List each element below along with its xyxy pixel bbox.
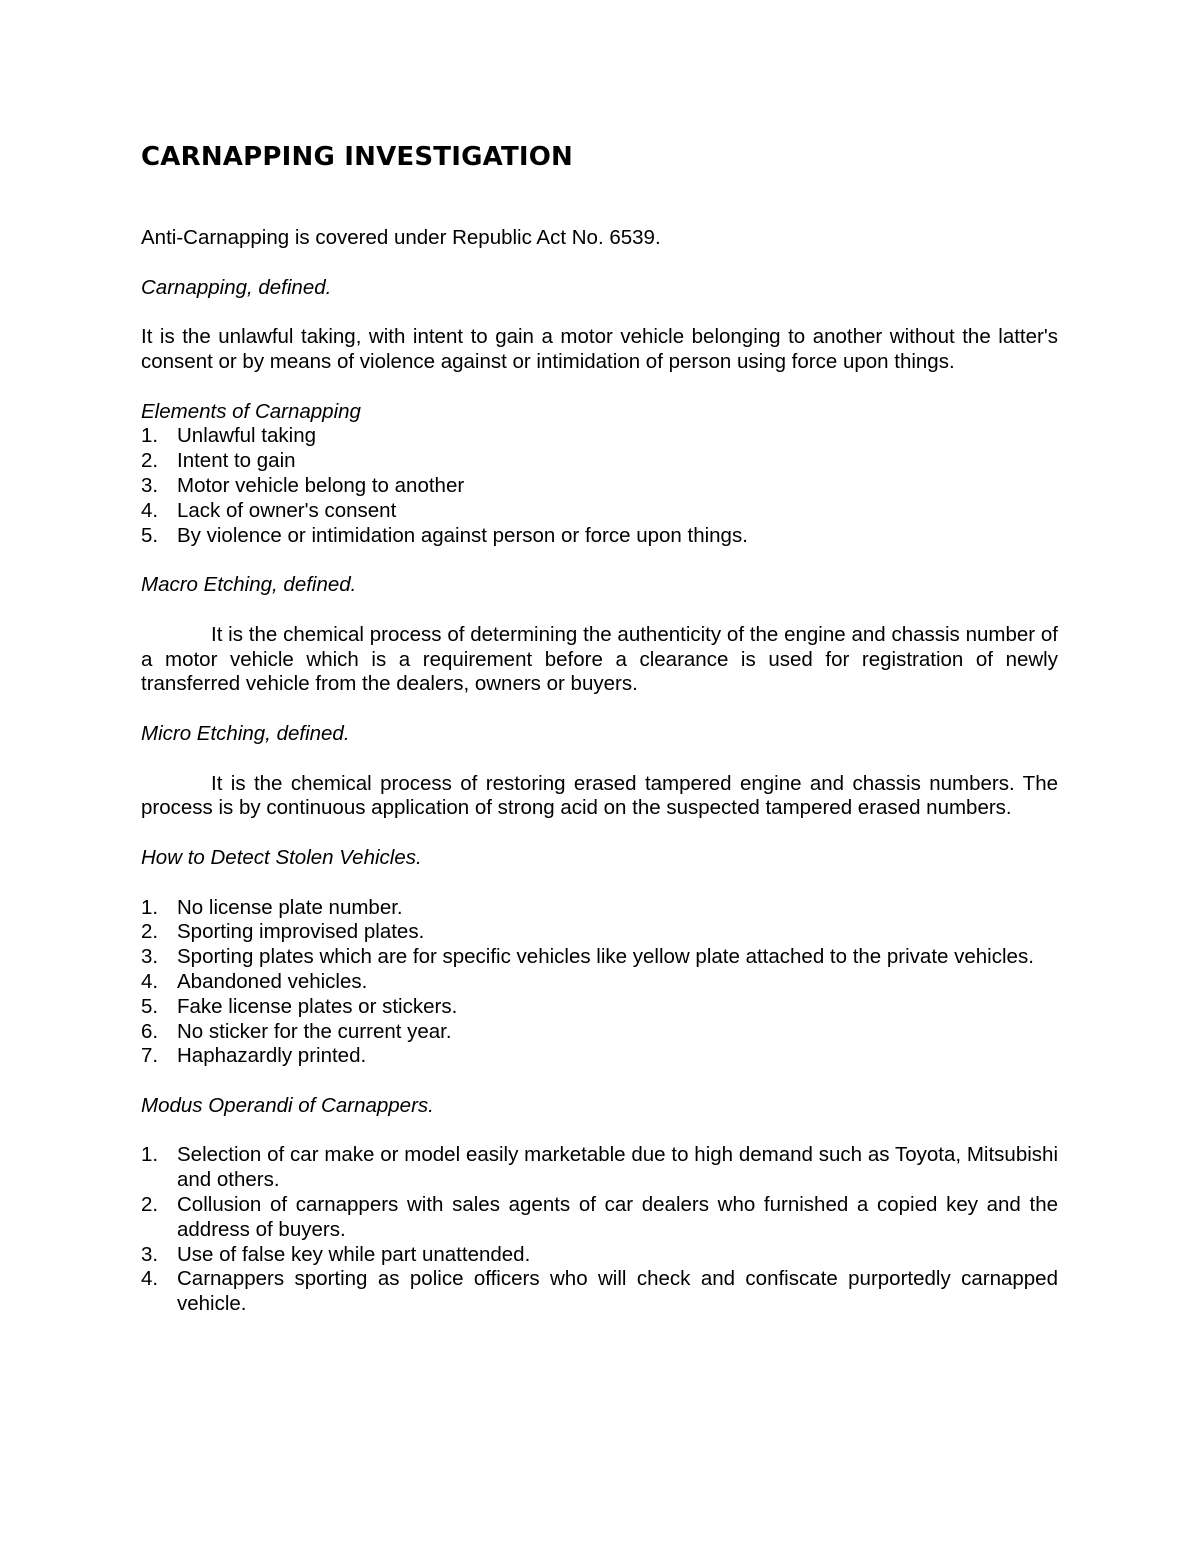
list-item (141, 449, 1058, 474)
list-item-number: 3. (141, 1242, 159, 1266)
list-item (141, 474, 1058, 499)
list-item-number: 2. (141, 920, 159, 944)
list-item (141, 1044, 1058, 1069)
list-item (141, 424, 1058, 449)
elements-list (141, 424, 1058, 548)
document-body (141, 226, 1058, 1342)
carnapping-heading: Carnapping, defined. (141, 275, 332, 299)
list-item-text: Carnappers sporting as police officers who will check and confiscate purportedly carnapped vehicle. (177, 1267, 1058, 1316)
list-item-text: Collusion of carnappers with sales agents of car dealers who furnished a copied key and the address of buyers. (177, 1193, 1058, 1241)
list-item-number: 7. (141, 1044, 159, 1068)
list-item-number: 4. (141, 1267, 159, 1291)
list-item (141, 524, 1058, 549)
list-item (141, 1193, 1058, 1243)
list-item (141, 995, 1058, 1020)
modus-heading: Modus Operandi of Carnappers. (141, 1093, 434, 1117)
list-item-number: 5. (141, 994, 159, 1018)
list-item-text: Sporting improvised plates. (177, 920, 425, 944)
list-item-number: 5. (141, 523, 159, 547)
intro-paragraph: Anti-Carnapping is covered under Republic Act No. 6539. (141, 226, 661, 249)
list-item-text: Abandoned vehicles. (177, 969, 368, 993)
list-item-number: 2. (141, 449, 159, 473)
list-item-number: 4. (141, 498, 159, 522)
list-item (141, 1267, 1058, 1317)
document-title: CARNAPPING INVESTIGATION (141, 142, 574, 172)
list-item-text: Use of false key while part unattended. (177, 1242, 531, 1266)
list-item (141, 945, 1058, 970)
list-item-text: No sticker for the current year. (177, 1019, 452, 1043)
list-item (141, 920, 1058, 945)
modus-list (141, 1143, 1058, 1317)
list-item-text: Fake license plates or stickers. (177, 994, 458, 1018)
list-item (141, 970, 1058, 995)
elements-heading: Elements of Carnapping (141, 399, 361, 423)
list-item-number: 1. (141, 1143, 159, 1167)
detect-heading: How to Detect Stolen Vehicles. (141, 845, 422, 869)
list-item (141, 1020, 1058, 1045)
list-item (141, 499, 1058, 524)
list-item-number: 4. (141, 969, 159, 993)
list-item-number: 2. (141, 1193, 159, 1217)
list-item-text: Lack of owner's consent (177, 498, 397, 522)
list-item-text: Sporting plates which are for specific vehicles like yellow plate attached to the private vehicles. (177, 945, 1034, 969)
list-item-number: 1. (141, 424, 159, 448)
list-item-number: 6. (141, 1019, 159, 1043)
list-item (141, 1143, 1058, 1193)
list-item-text: By violence or intimidation against person or force upon things. (177, 523, 748, 547)
list-item-text: Haphazardly printed. (177, 1044, 367, 1068)
macro-etching-heading: Macro Etching, defined. (141, 573, 357, 597)
list-item-text: No license plate number. (177, 895, 403, 919)
detect-list (141, 896, 1058, 1070)
list-item-text: Selection of car make or model easily marketable due to high demand such as Toyota, Mitsubishi and others. (177, 1143, 1058, 1192)
list-item-number: 3. (141, 473, 159, 497)
list-item-text: Unlawful taking (177, 424, 317, 448)
macro-etching-definition: It is the chemical process of determining the authenticity of the engine and chassis number of a motor vehicle which is a requirement before a clearance is used for registration of newly transferred vehicle from the dealers, owners or buyers. (141, 622, 1058, 696)
micro-etching-definition: It is the chemical process of restoring erased tampered engine and chassis numbers. The process is by continuous application of strong acid on the suspected tampered erased numbers. (141, 771, 1058, 820)
list-item (141, 896, 1058, 921)
list-item-text: Intent to gain (177, 449, 296, 473)
carnapping-definition: It is the unlawful taking, with intent to gain a motor vehicle belonging to another without the latter's consent or by means of violence against or intimidation of person using force upon things. (141, 325, 1058, 373)
micro-etching-heading: Micro Etching, defined. (141, 721, 350, 745)
list-item-number: 3. (141, 945, 159, 969)
list-item-text: Motor vehicle belong to another (177, 473, 465, 497)
list-item-number: 1. (141, 895, 159, 919)
list-item (141, 1243, 1058, 1268)
